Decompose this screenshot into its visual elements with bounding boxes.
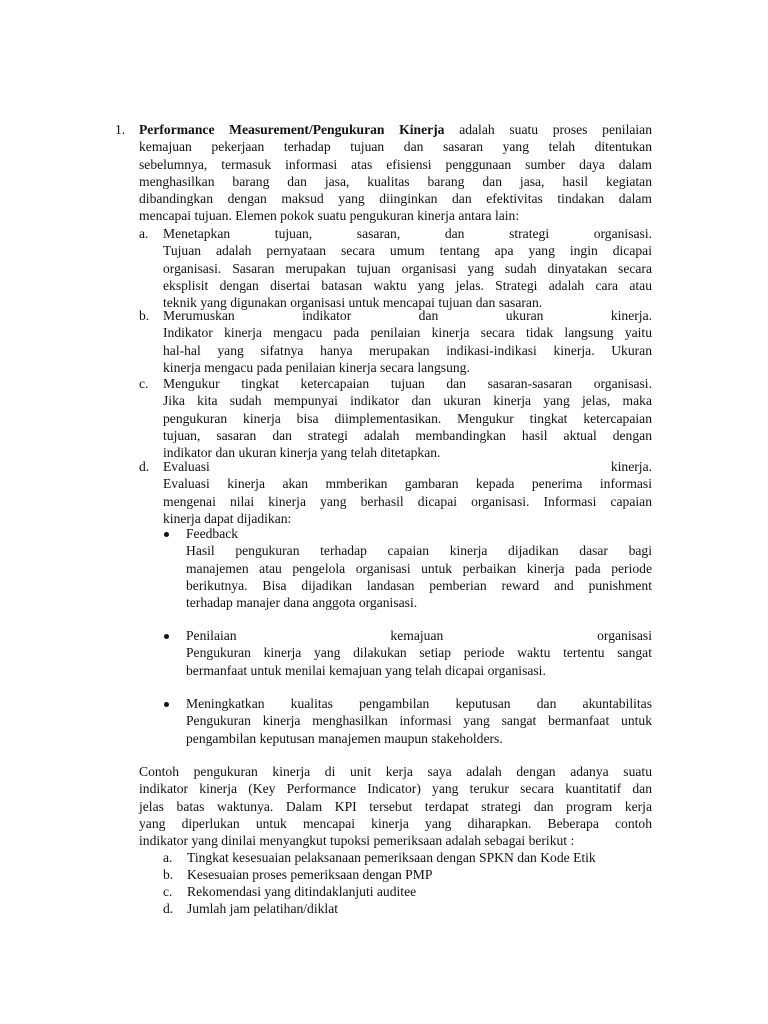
sub-heading-d — [163, 458, 652, 475]
sub-item-b — [163, 307, 652, 376]
contoh-line: jelas batas waktunya. Dalam KPI tersebut terdapat strategi dan program kerja — [139, 798, 652, 814]
bullet-icon — [164, 634, 169, 639]
bullet-line: berikutnya. Bisa dijadikan landasan pemberian reward and punishment — [186, 577, 652, 593]
bullet-item-penilaian — [186, 627, 652, 679]
sub-line: kinerja dapat dijadikan: — [163, 510, 292, 526]
item1-line1-rest: adalah suatu proses penilaian — [459, 122, 652, 137]
item1-title: Performance Measurement/Pengukuran Kinerja — [139, 122, 445, 137]
list-number-1: 1. — [115, 122, 126, 137]
contoh-line: Contoh pengukuran kinerja di unit kerja saya adalah dengan adanya suatu — [139, 764, 652, 779]
bullet-icon — [164, 532, 169, 537]
sub-heading-d-right: kinerja. — [610, 459, 652, 474]
contoh-marker-d: d. — [163, 901, 174, 916]
contoh-line: yang diperlukan untuk mencapai kinerja yang diharapkan. Beberapa contoh — [139, 815, 652, 831]
sub-item-d — [163, 458, 652, 527]
bullet-item-keputusan — [186, 695, 652, 747]
sub-line: tujuan, sasaran dan strategi adalah membandingkan hasil aktual dengan — [163, 427, 652, 443]
sub-line: indikator dan ukuran kinerja yang telah ditetapkan. — [163, 445, 441, 461]
item1-line: kemajuan pekerjaan terhadap tujuan dan sasaran yang telah ditentukan — [139, 139, 652, 155]
bullet-heading: Feedback — [186, 526, 239, 541]
sub-marker-a: a. — [139, 226, 149, 241]
contoh-line: indikator kinerja (Key Performance Indicator) yang terukur secara kuantitatif dan — [139, 781, 652, 797]
sub-line: organisasi. Sasaran merupakan tujuan organisasi yang sudah dinyatakan secara — [163, 260, 652, 276]
contoh-item-c: Rekomendasi yang ditindaklanjuti auditee — [187, 884, 417, 899]
sub-heading-c: Mengukur tingkat ketercapaian tujuan dan sasaran-sasaran organisasi. — [163, 376, 652, 391]
sub-line: kinerja mengacu pada penilaian kinerja secara langsung. — [163, 359, 470, 375]
sub-marker-b: b. — [139, 308, 150, 323]
item1-line: mencapai tujuan. Elemen pokok suatu pengukuran kinerja antara lain: — [139, 208, 520, 224]
sub-marker-c: c. — [139, 376, 149, 391]
contoh-paragraph — [139, 763, 652, 849]
sub-heading-a: Menetapkan tujuan, sasaran, dan strategi organisasi. — [163, 226, 652, 241]
item1-line-1 — [139, 121, 652, 138]
item1-paragraph — [139, 121, 652, 225]
bullet-line: manajemen atau pengelola organisasi untuk perbaikan kinerja pada periode — [186, 560, 652, 576]
contoh-item-d: Jumlah jam pelatihan/diklat — [187, 901, 339, 916]
sub-item-c — [163, 375, 652, 461]
sub-item-a — [163, 225, 652, 311]
contoh-line: indikator yang dinilai menyangkut tupoksi pemeriksaan adalah sebagai berikut : — [139, 833, 575, 849]
bullet-line: Pengukuran kinerja yang dilakukan setiap periode waktu tertentu sangat — [186, 645, 652, 661]
contoh-item-a: Tingkat kesesuaian pelaksanaan pemeriksaan dengan SPKN dan Kode Etik — [187, 850, 596, 865]
sub-marker-d: d. — [139, 459, 150, 474]
bullet-line: Pengukuran kinerja menghasilkan informasi yang sangat bermanfaat untuk — [186, 713, 652, 729]
sub-line: Evaluasi kinerja akan mmberikan gambaran kepada penerima informasi — [163, 476, 652, 492]
sub-line: eksplisit dengan disertai batasan waktu yang jelas. Strategi adalah cara atau — [163, 277, 652, 293]
contoh-item-b: Kesesuaian proses pemeriksaan dengan PMP — [187, 867, 433, 882]
item1-line: sebelumnya, termasuk informasi atas efisiensi penggunaan sumber daya dalam — [139, 156, 652, 172]
bullet-icon — [164, 702, 169, 707]
bullet-line: pengambilan keputusan manajemen maupun stakeholders. — [186, 730, 503, 746]
sub-line: Indikator kinerja mengacu pada penilaian kinerja secara tidak langsung yaitu — [163, 325, 652, 341]
sub-line: Jika kita sudah mempunyai indikator dan ukuran kinerja yang jelas, maka — [163, 393, 652, 409]
contoh-marker-a: a. — [163, 850, 173, 865]
bullet-line: Hasil pengukuran terhadap capaian kinerja dijadikan dasar bagi — [186, 543, 652, 559]
contoh-marker-b: b. — [163, 867, 174, 882]
bullet-heading: Meningkatkan kualitas pengambilan keputusan dan akuntabilitas — [186, 696, 652, 711]
contoh-marker-c: c. — [163, 884, 173, 899]
sub-line: pengukuran kinerja bisa diimplementasikan. Mengukur tingkat ketercapaian — [163, 410, 652, 426]
bullet-line: terhadap manajer dana anggota organisasi. — [186, 595, 418, 611]
bullet-line: bermanfaat untuk menilai kemajuan yang telah dicapai organisasi. — [186, 662, 546, 678]
sub-line: teknik yang digunakan organisasi untuk mencapai tujuan dan sasaran. — [163, 295, 543, 311]
item1-line: menghasilkan barang dan jasa, kualitas barang dan jasa, hasil kegiatan — [139, 173, 652, 189]
sub-heading-d-left: Evaluasi — [163, 459, 210, 474]
item1-line: dibandingkan dengan maksud yang diinginkan dan efektivitas tindakan dalam — [139, 191, 652, 207]
bullet-item-feedback — [186, 525, 652, 611]
bullet-heading: Penilaian kemajuan organisasi — [186, 628, 652, 643]
sub-line: mengenai nilai kinerja yang berhasil dicapai organisasi. Informasi capaian — [163, 493, 652, 509]
sub-line: Tujuan adalah pernyataan secara umum tentang apa yang ingin dicapai — [163, 243, 652, 259]
sub-line: hal-hal yang sifatnya hanya merupakan indikasi-indikasi kinerja. Ukuran — [163, 342, 652, 358]
sub-heading-b: Merumuskan indikator dan ukuran kinerja. — [163, 308, 652, 323]
